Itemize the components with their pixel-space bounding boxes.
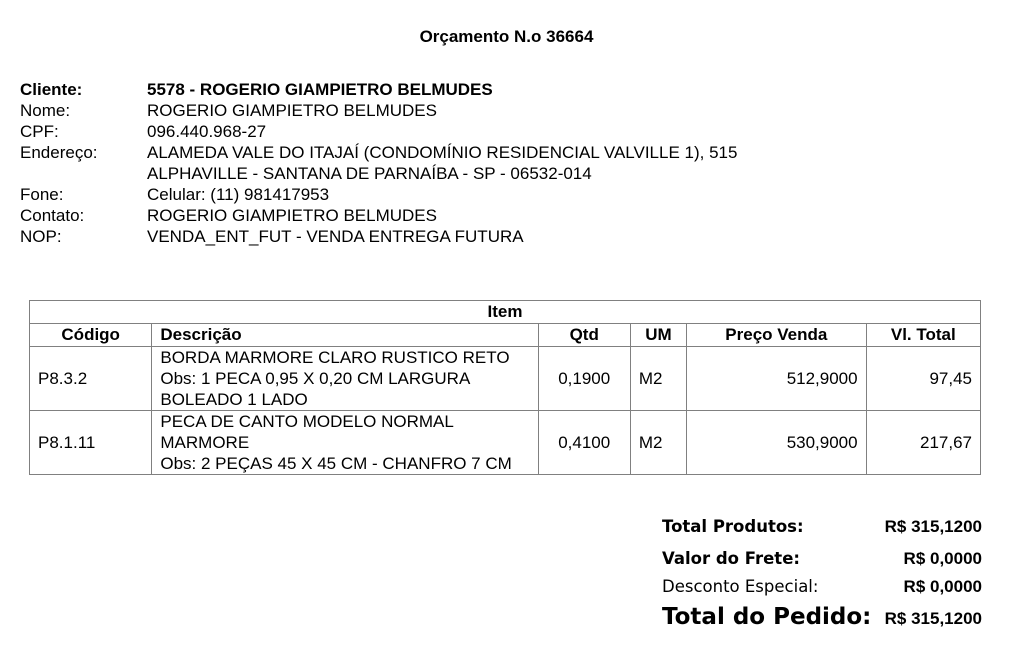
items-table	[29, 300, 981, 475]
desc-line: Obs: 2 PEÇAS 45 X 45 CM - CHANFRO 7 CM	[160, 454, 512, 473]
client-row-nome	[20, 100, 737, 121]
table-row	[30, 411, 981, 475]
client-value: 096.440.968-27	[147, 122, 267, 141]
client-value: ROGERIO GIAMPIETRO BELMUDES	[147, 101, 437, 120]
client-value: ALPHAVILLE - SANTANA DE PARNAÍBA - SP - 06532-014	[147, 164, 592, 183]
total-produtos-label: Total Produtos:	[662, 517, 804, 536]
cell-qtd: 0,4100	[538, 411, 630, 475]
client-row-endereco-2	[20, 163, 737, 184]
desc-line: BORDA MARMORE CLARO RUSTICO RETO	[160, 348, 510, 367]
valor-frete-row	[662, 542, 982, 573]
cell-um: M2	[630, 347, 686, 411]
client-row-cpf	[20, 121, 737, 142]
cell-um: M2	[630, 411, 686, 475]
cell-code: P8.3.2	[30, 347, 152, 411]
desc-line: BOLEADO 1 LADO	[160, 390, 308, 409]
client-label	[20, 163, 147, 184]
client-label: NOP:	[20, 227, 62, 246]
client-label: Nome:	[20, 101, 71, 120]
col-header-total: Vl. Total	[866, 324, 980, 347]
col-header-desc: Descrição	[152, 324, 538, 347]
client-label: CPF:	[20, 122, 59, 141]
cell-preco: 512,9000	[687, 347, 867, 411]
client-label: Contato:	[20, 206, 85, 225]
client-value: ALAMEDA VALE DO ITAJAÍ (CONDOMÍNIO RESIDENCIAL VALVILLE 1), 515	[147, 143, 738, 162]
cell-total: 97,45	[866, 347, 980, 411]
total-pedido-row	[662, 602, 982, 630]
cell-desc	[152, 411, 538, 475]
client-row-contato	[20, 205, 737, 226]
cell-desc	[152, 347, 538, 411]
table-group-header-row	[30, 301, 981, 324]
desconto-row	[662, 573, 982, 602]
client-label: Endereço:	[20, 143, 98, 162]
document-title: Orçamento N.o 36664	[419, 27, 594, 46]
table-header-row	[30, 324, 981, 347]
client-value: ROGERIO GIAMPIETRO BELMUDES	[147, 206, 437, 225]
desc-line: MARMORE	[160, 433, 250, 452]
client-row-fone	[20, 184, 737, 205]
totals-block	[662, 517, 982, 630]
cell-qtd: 0,1900	[538, 347, 630, 411]
total-pedido-label: Total do Pedido:	[662, 604, 872, 630]
desconto-value: R$ 0,0000	[903, 577, 982, 596]
cell-total: 217,67	[866, 411, 980, 475]
table-row	[30, 347, 981, 411]
col-header-code: Código	[30, 324, 152, 347]
total-produtos-row	[662, 517, 982, 542]
cell-preco: 530,9000	[687, 411, 867, 475]
client-label: Fone:	[20, 185, 64, 204]
client-row-nop	[20, 226, 737, 247]
valor-frete-value: R$ 0,0000	[903, 549, 982, 568]
total-pedido-value: R$ 315,1200	[884, 609, 982, 628]
table-group-header: Item	[30, 301, 981, 324]
desc-line: PECA DE CANTO MODELO NORMAL	[160, 412, 454, 431]
col-header-um: UM	[630, 324, 686, 347]
col-header-qtd: Qtd	[538, 324, 630, 347]
client-label: Cliente:	[20, 80, 83, 99]
client-value: 5578 - ROGERIO GIAMPIETRO BELMUDES	[147, 80, 493, 99]
client-row-endereco	[20, 142, 737, 163]
desconto-label: Desconto Especial:	[662, 577, 819, 596]
total-produtos-value: R$ 315,1200	[884, 517, 982, 536]
client-row-cliente	[20, 79, 737, 100]
client-value: Celular: (11) 981417953	[147, 185, 330, 204]
client-info	[20, 79, 737, 247]
desc-line: Obs: 1 PECA 0,95 X 0,20 CM LARGURA	[160, 369, 471, 388]
valor-frete-label: Valor do Frete:	[662, 549, 800, 568]
col-header-preco: Preço Venda	[687, 324, 867, 347]
client-value: VENDA_ENT_FUT - VENDA ENTREGA FUTURA	[147, 227, 524, 246]
cell-code: P8.1.11	[30, 411, 152, 475]
